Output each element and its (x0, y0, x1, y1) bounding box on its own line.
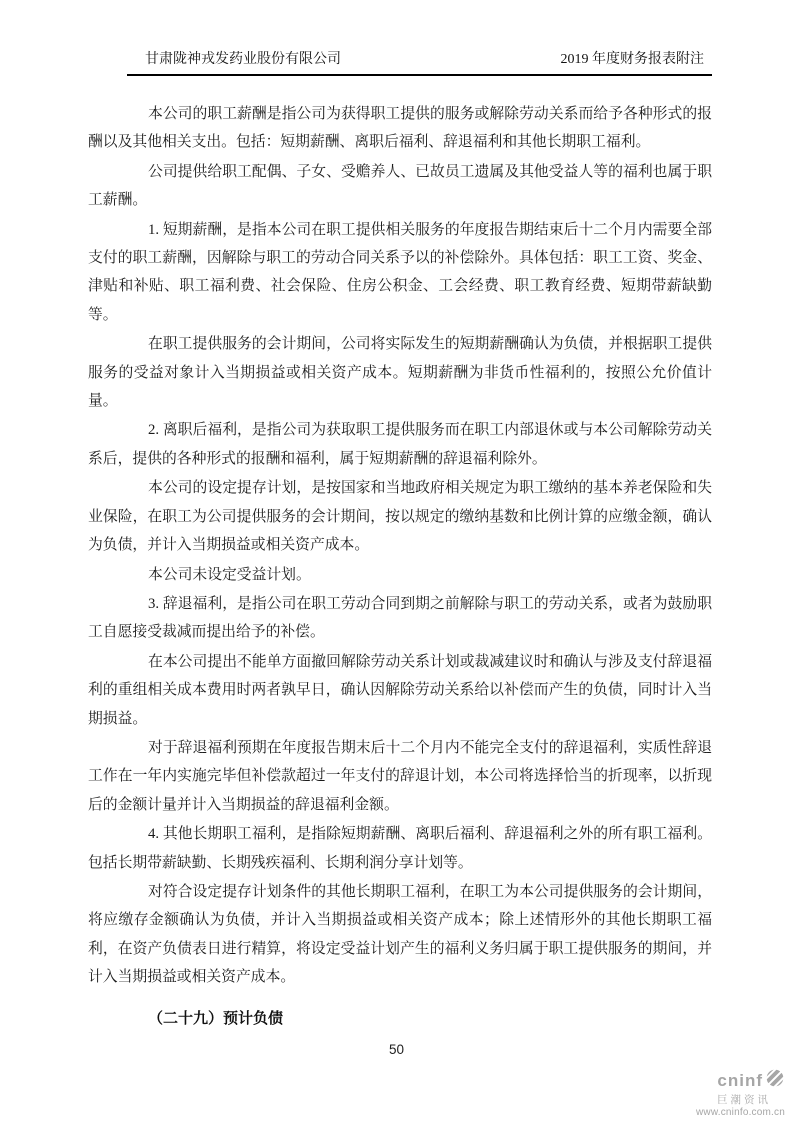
body-paragraph: 公司提供给职工配偶、子女、受赡养人、已故员工遗属及其他受益人等的福利也属于职工薪酬。 (88, 163, 712, 209)
body-paragraph: 本公司未设定受益计划。 (148, 566, 311, 583)
body-paragraph: 3. 辞退福利，是指公司在职工劳动合同到期之前解除与职工的劳动关系，或者为鼓励职工自愿接受裁减而提出给予的补偿。 (88, 595, 712, 641)
body-paragraph: 在职工提供服务的会计期间，公司将实际发生的短期薪酬确认为负债，并根据职工提供服务的受益对象计入当期损益或相关资产成本。短期薪酬为非货币性福利的，按照公允价值计量。 (88, 336, 712, 410)
body-paragraph: 本公司的设定提存计划，是按国家和当地政府相关规定为职工缴纳的基本养老保险和失业保险，在职工为公司提供服务的会计期间，按以规定的缴纳基数和比例计算的应缴金额，确认为负债，并计入当期损益或相关资产成本。 (88, 480, 712, 554)
body-paragraph: 2. 离职后福利，是指公司为获取职工提供服务而在职工内部退休或与本公司解除劳动关系后，提供的各种形式的报酬和福利，属于短期薪酬的辞退福利除外。 (88, 422, 712, 467)
cninfo-name-cn: 巨潮资讯 (717, 1094, 771, 1107)
body-paragraph: 在本公司提出不能单方面撤回解除劳动关系计划或裁减建议时和确认与涉及支付辞退福利的重组相关成本费用时两者孰早日，确认因解除劳动关系给以补偿而产生的负债，同时计入当期损益。 (88, 653, 712, 727)
header-company-name: 甘肃陇神戎发药业股份有限公司 (145, 52, 341, 67)
body-paragraph: 4. 其他长期职工福利，是指除短期薪酬、离职后福利、辞退福利之外的所有职工福利。包括长期带薪缺勤、长期残疾福利、长期利润分享计划等。 (88, 826, 712, 871)
page-number: 50 (388, 1042, 405, 1057)
body-paragraph: 对符合设定提存计划条件的其他长期职工福利，在职工为本公司提供服务的会计期间，将应缴存金额确认为负债，并计入当期损益或相关资产成本；除上述情形外的其他长期职工福利，在资产负债表日进行精算，将设定受益计划产生的福利义务归属于职工提供服务的期间，并计入当期损益或相关资产成本。 (88, 883, 712, 986)
cninfo-watermark (635, 1068, 785, 1119)
cninfo-url: www.cninfo.com.cn (696, 1107, 785, 1119)
body-paragraph: 本公司的职工薪酬是指公司为获得职工提供的服务或解除劳动关系而给予各种形式的报酬以及其他相关支出。包括：短期薪酬、离职后福利、辞退福利和其他长期职工福利。 (88, 106, 712, 151)
cninfo-brand-text: cninf (717, 1070, 763, 1090)
body-paragraph: 1. 短期薪酬，是指本公司在职工提供相关服务的年度报告期结束后十二个月内需要全部支付的职工薪酬，因解除与职工的劳动合同关系予以的补偿除外。具体包括：职工工资、奖金、津贴和补贴、职工福利费、社会保险、住房公积金、工会经费、职工教育经费、短期带薪缺勤等。 (88, 221, 712, 323)
cninfo-swirl-icon (765, 1068, 785, 1093)
cninfo-brand-row (635, 1068, 785, 1093)
header-doc-title: 2019 年度财务报表附注 (560, 52, 704, 67)
section-heading: （二十九）预计负债 (148, 1010, 284, 1027)
document-body (88, 100, 712, 1033)
body-paragraph: 对于辞退福利预期在年度报告期末后十二个月内不能完全支付的辞退福利，实质性辞退工作在一年内实施完毕但补偿款超过一年支付的辞退计划，本公司将选择恰当的折现率，以折现后的金额计量并计入当期损益的辞退福利金额。 (88, 739, 712, 813)
page-header (127, 48, 712, 76)
